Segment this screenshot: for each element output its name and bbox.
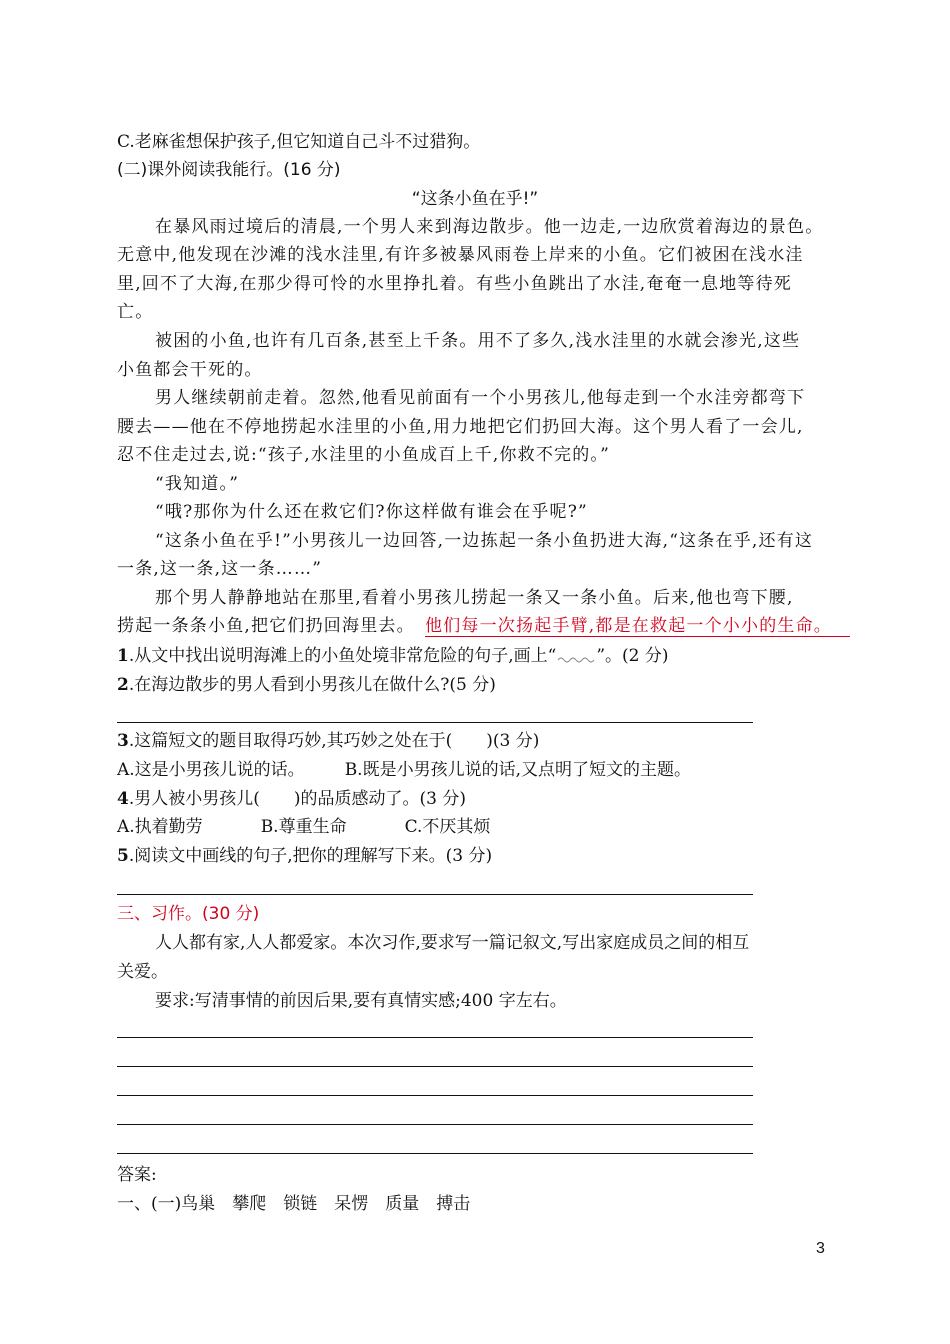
question-4-options (117, 814, 490, 840)
question-4 (117, 786, 466, 812)
writing-line[interactable] (117, 1095, 753, 1096)
answers-label: 答案: (117, 1165, 157, 1185)
answer-line[interactable] (117, 722, 753, 723)
passage-line: 在暴风雨过境后的清晨,一个男人来到海边散步。他一边走,一边欣赏着海边的景色。 (155, 217, 824, 237)
q3-number: 3 (117, 731, 129, 751)
option-c: C.老麻雀想保护孩子,但它知道自己斗不过猎狗。 (117, 132, 481, 152)
q2-number: 2 (117, 675, 129, 695)
writing-prompt: 人人都有家,人人都爱家。本次习作,要求写一篇记叙文,写出家庭成员之间的相互 (155, 933, 750, 953)
q1-number: 1 (117, 646, 129, 666)
q4-text: .男人被小男孩儿( )的品质感动了。(3 分) (128, 789, 466, 809)
question-3 (117, 728, 539, 754)
q3-option-a[interactable]: A.这是小男孩儿说的话。 (117, 760, 305, 780)
writing-prompt-cont: 关爱。 (117, 962, 168, 982)
q5-number: 5 (117, 846, 129, 866)
passage-line: 小鱼都会干死的。 (117, 360, 263, 380)
writing-line[interactable] (117, 1037, 753, 1038)
writing-line[interactable] (117, 1124, 753, 1125)
question-3-options (117, 757, 691, 783)
writing-line[interactable] (117, 1066, 753, 1067)
q4-option-c[interactable]: C.不厌其烦 (404, 817, 491, 837)
wavy-line-mark (556, 653, 596, 663)
passage-line: 被困的小鱼,也许有几百条,甚至上千条。用不了多久,浅水洼里的水就会渗光,这些 (155, 331, 801, 351)
writing-requirement: 要求:写清事情的前因后果,要有真情实感;400 字左右。 (155, 991, 567, 1011)
underlined-sentence: 他们每一次扬起手臂,都是在救起一个小小的生命。 (425, 616, 833, 636)
passage-title: “这条小鱼在乎!” (411, 189, 539, 209)
section3-heading: 三、习作。(30 分) (117, 904, 260, 924)
q3-text: .这篇短文的题目取得巧妙,其巧妙之处在于( )(3 分) (128, 731, 540, 751)
q1-tail: ”。(2 分) (596, 646, 669, 666)
q1-text: .从文中找出说明海滩上的小鱼处境非常危险的句子,画上“ (128, 646, 557, 666)
passage-line: 忍不住走过去,说:“孩子,水洼里的小鱼成百上千,你救不完的。” (117, 445, 611, 465)
passage-line: “这条小鱼在乎!”小男孩儿一边回答,一边拣起一条小鱼扔进大海,“这条在乎,还有这 (155, 531, 814, 551)
passage-line: 捞起一条条小鱼,把它们扔回海里去。 (117, 616, 415, 636)
q4-option-a[interactable]: A.执着勤劳 (117, 817, 203, 837)
q4-option-b[interactable]: B.尊重生命 (260, 817, 347, 837)
answers-line-1: 一、(一)鸟巢 攀爬 锁链 呆愣 质量 搏击 (117, 1194, 471, 1214)
answer-line[interactable] (117, 894, 753, 895)
writing-line[interactable] (117, 1153, 753, 1154)
passage-line: 无意中,他发现在沙滩的浅水洼里,有许多被暴风雨卷上岸来的小鱼。它们被困在浅水洼 (117, 245, 804, 265)
passage-line: “我知道。” (155, 474, 240, 494)
passage-line: 一条,这一条,这一条……” (117, 559, 323, 579)
passage-line: 那个男人静静地站在那里,看着小男孩儿捞起一条又一条小鱼。后来,他也弯下腰, (155, 588, 794, 608)
page-number: 3 (816, 1240, 825, 1257)
passage-line: 腰去——他在不停地捞起水洼里的小鱼,用力地把它们扔回大海。这个男人看了一会儿, (117, 417, 804, 437)
q3-option-b[interactable]: B.既是小男孩儿说的话,又点明了短文的主题。 (344, 760, 691, 780)
section2-heading: (二)课外阅读我能行。(16 分) (117, 160, 341, 180)
passage-line: 男人继续朝前走着。忽然,他看见前面有一个小男孩儿,他每走到一个水洼旁都弯下 (155, 388, 806, 408)
question-1 (117, 643, 669, 669)
q5-text: .阅读文中画线的句子,把你的理解写下来。(3 分) (128, 846, 493, 866)
q4-number: 4 (117, 789, 129, 809)
passage-line: “哦?那你为什么还在救它们?你这样做有谁会在乎呢?” (155, 502, 588, 522)
question-5 (117, 843, 492, 869)
sentence-underline (425, 636, 850, 637)
question-2 (117, 672, 496, 698)
passage-line: 亡。 (117, 302, 154, 322)
q2-text: .在海边散步的男人看到小男孩儿在做什么?(5 分) (128, 675, 496, 695)
passage-line: 里,回不了大海,在那少得可怜的水里挣扎着。有些小鱼跳出了水洼,奄奄一息地等待死 (117, 274, 793, 294)
